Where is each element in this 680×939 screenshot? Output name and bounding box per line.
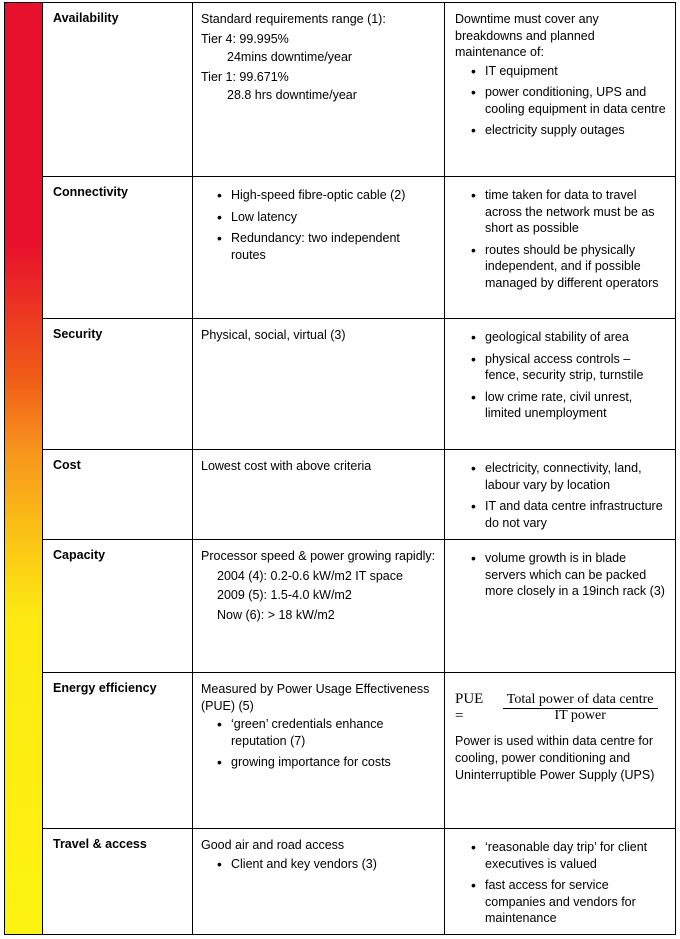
row-details [193,3,445,176]
criteria-table-frame [4,2,676,935]
detail-line: Tier 1: 99.671% [201,69,289,84]
detail-line: Tier 4: 99.995% [201,31,289,46]
row-category: Connectivity [43,177,193,318]
list-item: • volume growth is in blade servers which can be packed more closely in a 19inch rack (3) [471,550,667,600]
table-row [43,3,675,177]
notes-bullet-list [455,550,667,600]
list-item: • growing importance for costs [217,754,436,771]
list-item: • physical access controls – fence, security strip, turnstile [471,351,667,384]
row-category: Capacity [43,540,193,672]
detail-line: Now (6): > 18 kW/m2 [217,607,335,622]
notes-bullet-list [455,63,667,139]
row-notes [445,450,675,539]
row-category: Security [43,319,193,449]
detail-line: Physical, social, virtual (3) [201,328,346,342]
list-item: • power conditioning, UPS and cooling equipment in data centre [471,84,667,117]
list-item: • geological stability of area [471,329,667,346]
notes-bullet-list [455,187,667,291]
detail-line: 28.8 hrs downtime/year [227,88,357,102]
list-item: • Client and key vendors (3) [217,856,436,873]
criteria-table [43,3,675,934]
row-notes [445,673,675,828]
table-row [43,177,675,319]
list-item: • High-speed fibre-optic cable (2) [217,187,436,204]
row-notes [445,3,675,176]
row-details [193,319,445,449]
list-item: • IT equipment [471,63,667,80]
table-row [43,450,675,540]
list-item: • low crime rate, civil unrest, limited unemployment [471,389,667,422]
row-notes [445,319,675,449]
row-category: Availability [43,3,193,176]
list-item: • ‘green’ credentials enhance reputation (7) [217,716,436,749]
detail-line: Measured by Power Usage Effectiveness (PUE) (5) [201,682,430,713]
formula-left-side: PUE = [455,691,484,724]
formula-fraction [493,692,667,724]
list-item: • Redundancy: two independent routes [217,230,436,263]
details-bullet-list [201,856,436,873]
row-category: Travel & access [43,829,193,934]
table-row [43,673,675,829]
notes-text: Power is used within data centre for cooling, power conditioning and Uninterruptible Power Supply (UPS) [455,734,655,782]
formula-denominator: IT power [554,708,606,723]
row-notes [445,540,675,672]
row-details [193,177,445,318]
notes-bullet-list [455,839,667,927]
row-details [193,673,445,828]
detail-line: 2009 (5): 1.5-4.0 kW/m2 [217,588,352,602]
details-bullet-list [201,716,436,771]
row-notes [445,829,675,934]
row-category: Energy efficiency [43,673,193,828]
detail-line: Good air and road access [201,838,345,852]
detail-line: Lowest cost with above criteria [201,459,372,473]
list-item: • Low latency [217,209,436,226]
detail-line: Processor speed & power growing rapidly: [201,549,436,563]
list-item: • ‘reasonable day trip’ for client executives is valued [471,839,667,872]
list-item: • electricity supply outages [471,122,667,139]
pue-formula [455,691,667,725]
list-item: • IT and data centre infrastructure do not vary [471,498,667,531]
table-row [43,319,675,450]
detail-line: Standard requirements range (1): [201,12,386,26]
notes-intro: Downtime must cover any breakdowns and planned maintenance of: [455,12,599,59]
list-item: • routes should be physically independent, and if possible managed by different operators [471,242,667,292]
detail-line: 2004 (4): 0.2-0.6 kW/m2 IT space [217,568,403,583]
table-row [43,540,675,673]
list-item: • fast access for service companies and vendors for maintenance [471,877,667,927]
row-notes [445,177,675,318]
table-row [43,829,675,934]
list-item: • time taken for data to travel across the network must be as short as possible [471,187,667,237]
list-item: • electricity, connectivity, land, labour vary by location [471,460,667,493]
row-details [193,540,445,672]
formula-numerator: Total power of data centre [503,692,658,709]
priority-gradient-bar [5,3,43,934]
details-bullet-list [201,187,436,263]
notes-bullet-list [455,329,667,422]
row-details [193,829,445,934]
notes-bullet-list [455,460,667,531]
row-details [193,450,445,539]
row-category: Cost [43,450,193,539]
detail-line: 24mins downtime/year [227,50,353,64]
